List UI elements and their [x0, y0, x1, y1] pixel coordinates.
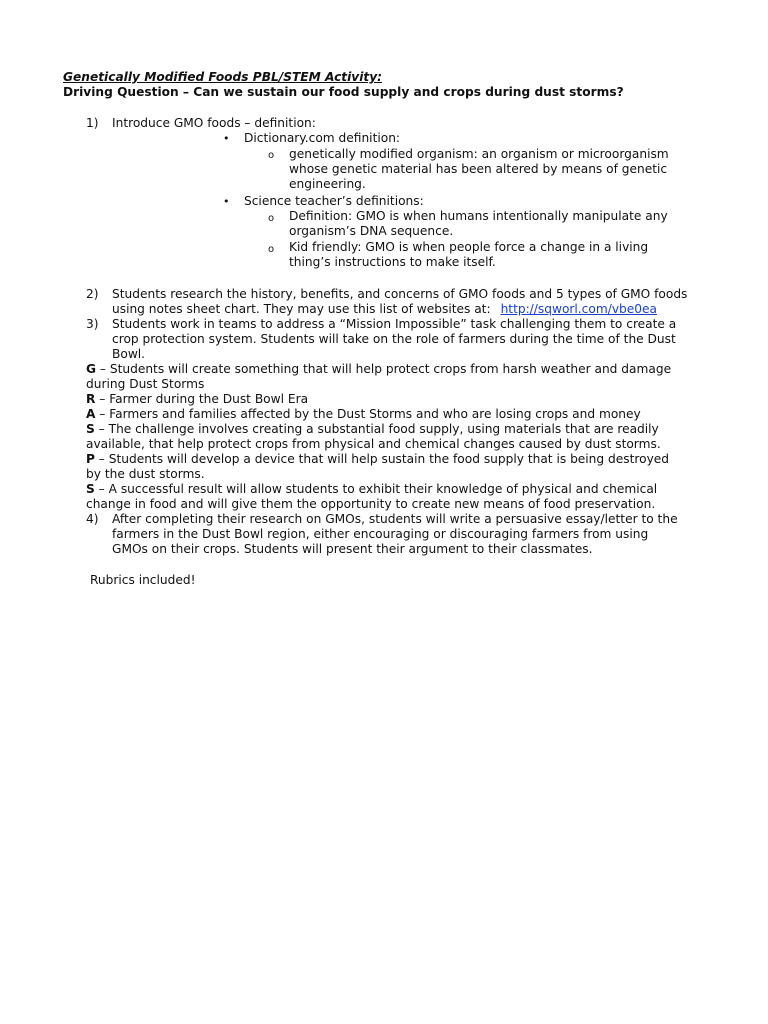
grasps-standards	[86, 482, 657, 497]
grasps-product-text: – Students will develop a device that will help sustain the food supply that is being destroyed	[94, 452, 670, 466]
websites-link[interactable]: http://sqworl.com/vbe0ea	[500, 302, 657, 316]
science-def-marker: o	[268, 213, 275, 224]
bullet-science: Science teacher’s definitions:	[244, 194, 424, 208]
science-def-line2: organism’s DNA sequence.	[289, 224, 454, 238]
item4-line2: farmers in the Dust Bowl region, either encouraging or discouraging farmers from using	[112, 527, 649, 541]
grasps-standards-letter: S	[86, 482, 95, 496]
grasps-product-line2: by the dust storms.	[86, 467, 205, 481]
kid-def-line1: Kid friendly: GMO is when people force a change in a living	[289, 240, 649, 254]
grasps-audience-text: – Farmers and families affected by the Dust Storms and who are losing crops and money	[95, 407, 641, 421]
grasps-standards-line2: change in food and will give them the opportunity to create new means of food preservation.	[86, 497, 656, 511]
item2-line2-text: using notes sheet chart. They may use this list of websites at:	[112, 302, 491, 316]
grasps-situation	[86, 422, 659, 437]
item4-number: 4)	[86, 512, 99, 526]
grasps-situation-letter: S	[86, 422, 95, 436]
driving-question: Driving Question – Can we sustain our food supply and crops during dust storms?	[63, 85, 624, 99]
document-title: Genetically Modified Foods PBL/STEM Activity:	[63, 70, 383, 84]
grasps-role-text: – Farmer during the Dust Bowl Era	[95, 392, 309, 406]
dictionary-def-line1: genetically modified organism: an organism or microorganism	[289, 147, 669, 161]
item4-line3: GMOs on their crops. Students will present their argument to their classmates.	[112, 542, 593, 556]
dictionary-def-line2: whose genetic material has been altered by means of genetic	[289, 162, 668, 176]
grasps-goal	[86, 362, 671, 377]
item3-line2: crop protection system. Students will take on the role of farmers during the time of the Dust	[112, 332, 676, 346]
grasps-product-letter: P	[86, 452, 95, 466]
rubrics-note: Rubrics included!	[90, 573, 196, 587]
bullet-dictionary-marker: •	[223, 132, 230, 145]
item2-line2	[112, 302, 657, 317]
kid-def-line2: thing’s instructions to make itself.	[289, 255, 496, 269]
item3-line1: Students work in teams to address a “Mission Impossible” task challenging them to create a	[112, 317, 677, 331]
item3-number: 3)	[86, 317, 99, 331]
grasps-situation-line2: available, that help protect crops from physical and chemical changes caused by dust storms.	[86, 437, 661, 451]
grasps-audience	[86, 407, 641, 422]
dictionary-def-marker: o	[268, 150, 275, 161]
grasps-audience-letter: A	[86, 407, 96, 421]
science-def-line1: Definition: GMO is when humans intentionally manipulate any	[289, 209, 668, 223]
grasps-product	[86, 452, 669, 467]
grasps-goal-line2: during Dust Storms	[86, 377, 205, 391]
item1-number: 1)	[86, 116, 99, 130]
grasps-situation-text: – The challenge involves creating a substantial food supply, using materials that are readily	[94, 422, 659, 436]
grasps-goal-letter: G	[86, 362, 97, 376]
item4-line1: After completing their research on GMOs, students will write a persuasive essay/letter to the	[112, 512, 678, 526]
grasps-role	[86, 392, 308, 407]
grasps-goal-text: – Students will create something that will help protect crops from harsh weather and damage	[96, 362, 672, 376]
item1-text: Introduce GMO foods – definition:	[112, 116, 316, 130]
dictionary-def-line3: engineering.	[289, 177, 366, 191]
item2-number: 2)	[86, 287, 99, 301]
bullet-dictionary: Dictionary.com definition:	[244, 131, 401, 145]
bullet-science-marker: •	[223, 195, 230, 208]
item2-line1: Students research the history, benefits, and concerns of GMO foods and 5 types of GMO foods	[112, 287, 688, 301]
grasps-role-letter: R	[86, 392, 96, 406]
grasps-standards-text: – A successful result will allow students to exhibit their knowledge of physical and chemical	[94, 482, 658, 496]
kid-def-marker: o	[268, 244, 275, 255]
item3-line3: Bowl.	[112, 347, 146, 361]
